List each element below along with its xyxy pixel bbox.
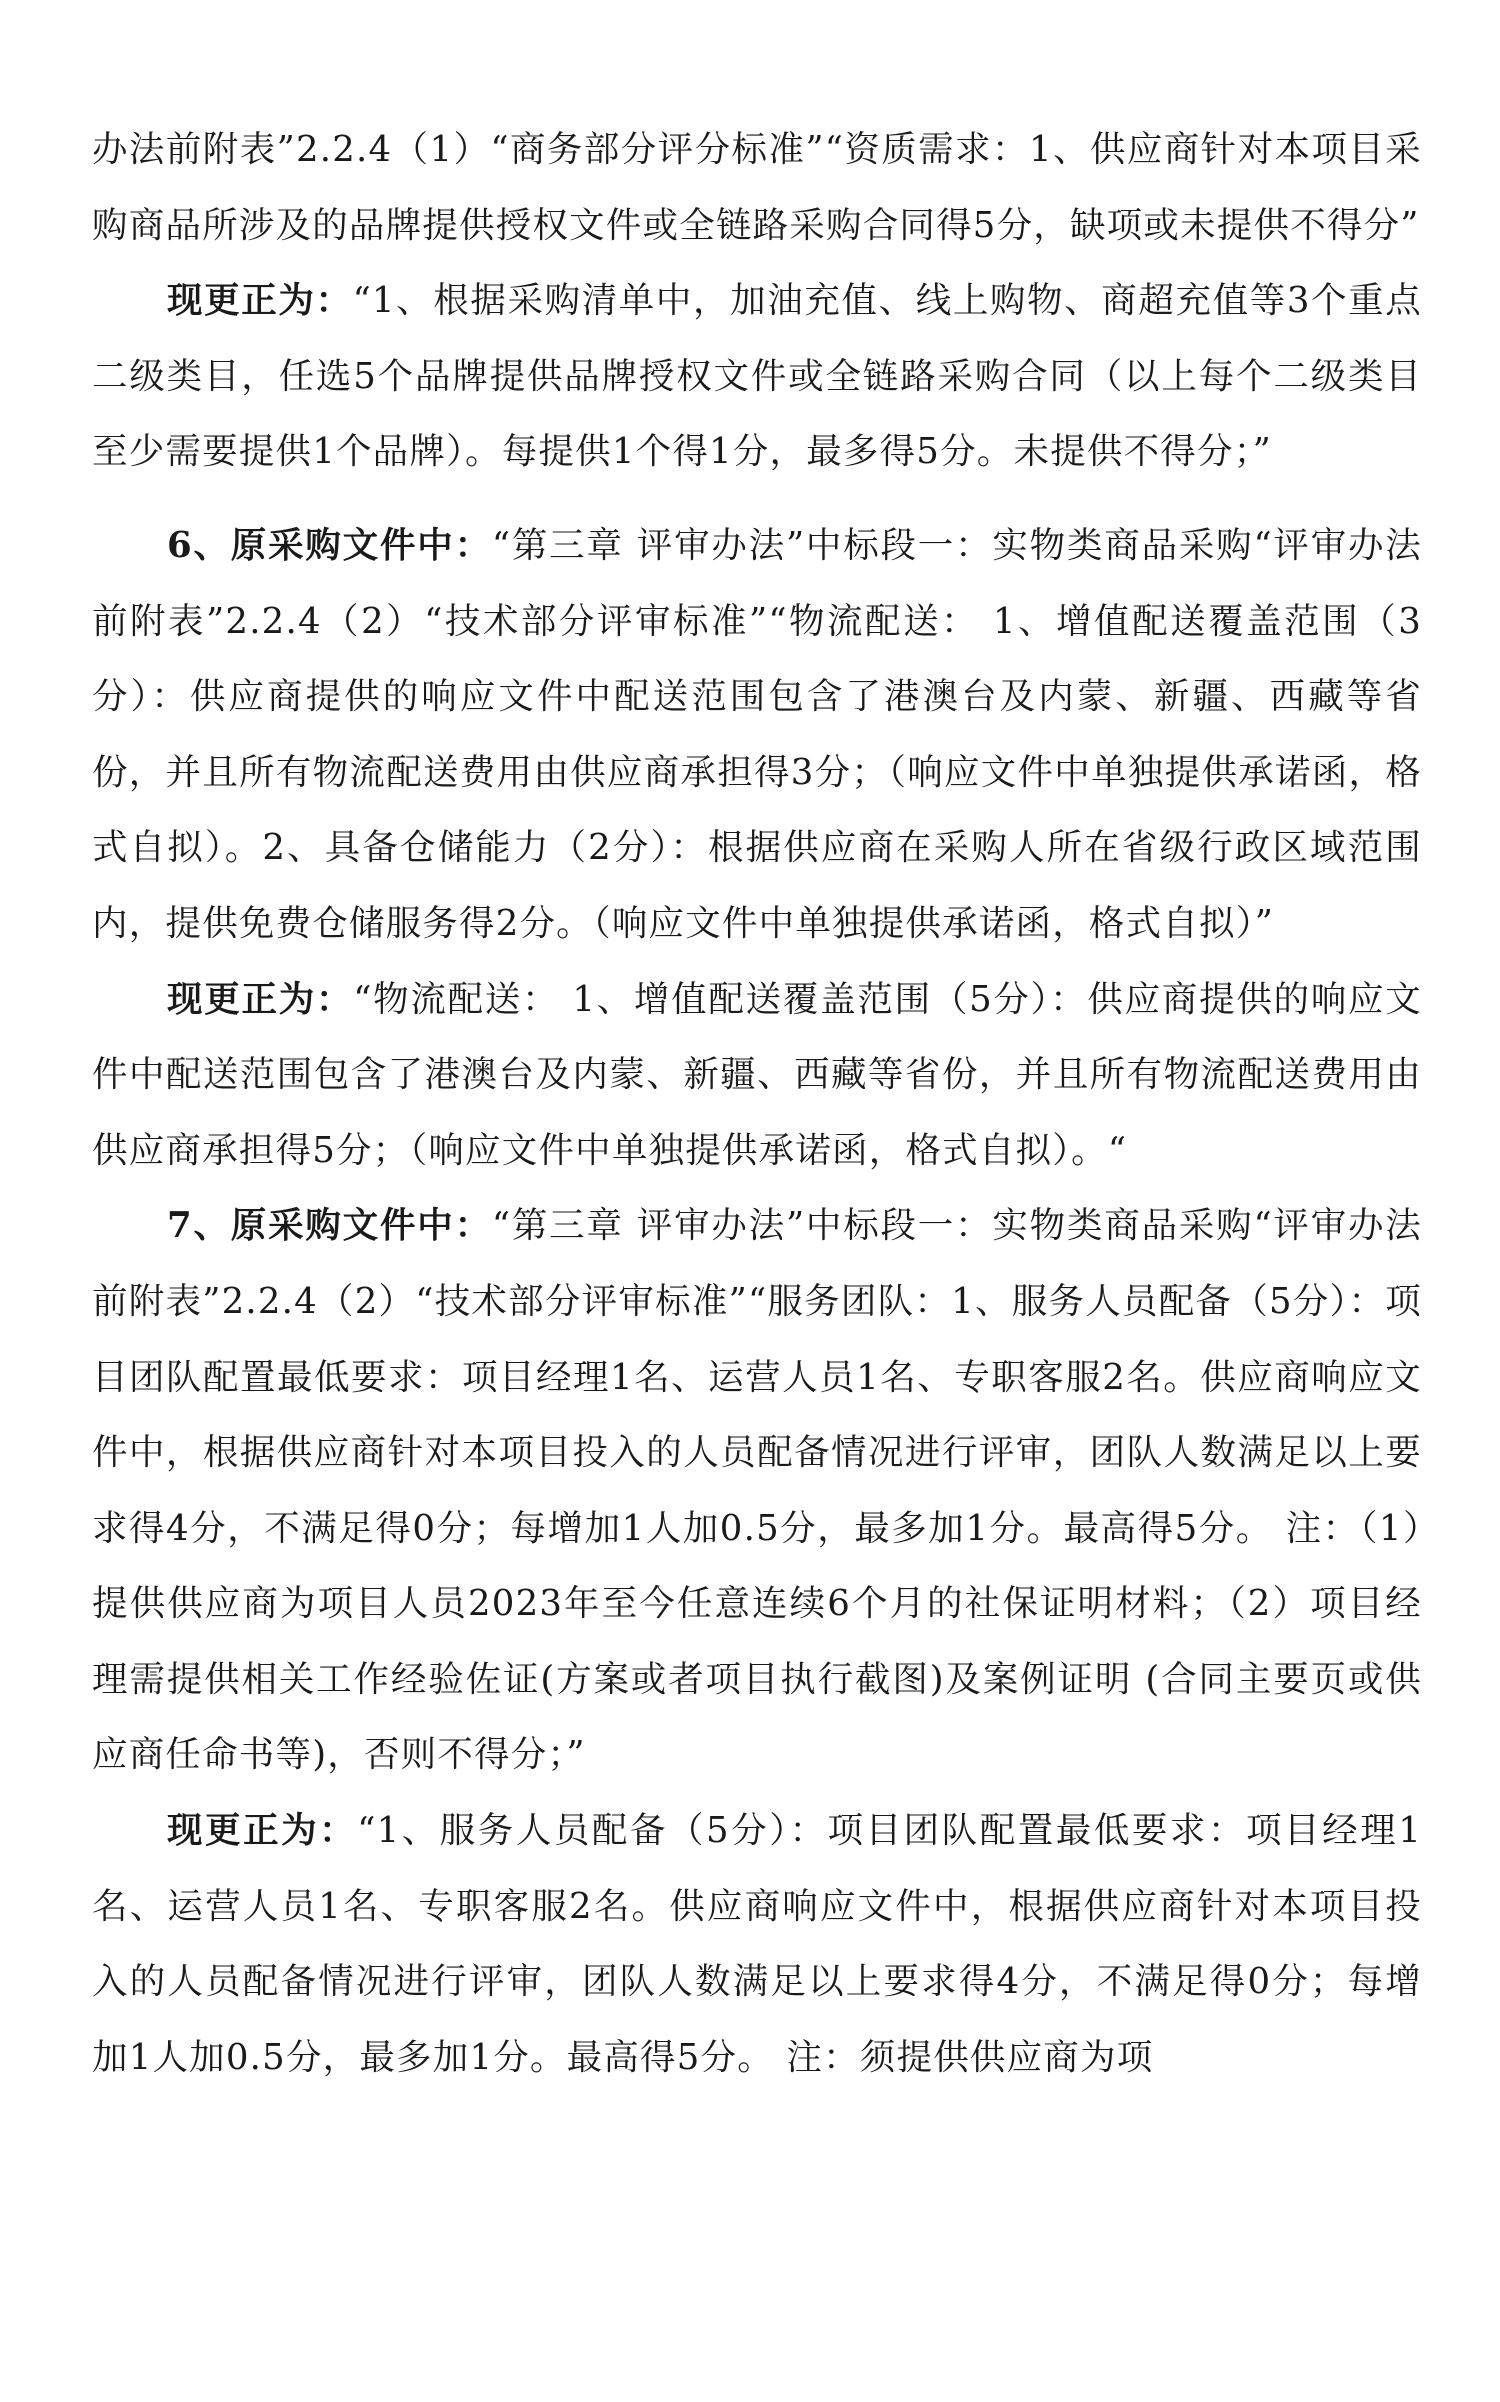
paragraph-text: “1、服务人员配备（5分）：项目团队配置最低要求：项目经理1名、运营人员1名、专职客服2名。供应商响应文件中，根据供应商针对本项目投入的人员配备情况进行评审，团队人数满足以上要求得4分，不满足得0分；每增加1人加0.5分，最多加1分。最高得5分。 注：须提供供应商为项: [92, 1810, 1422, 2078]
paragraph-correction-item-6: [92, 962, 1422, 1189]
document-page: [92, 112, 1422, 2095]
paragraph-correction-item-5: [92, 263, 1422, 490]
paragraph-text: 办法前附表”2.2.4（1）“商务部分评分标准”“资质需求：1、供应商针对本项目采购商品所涉及的品牌提供授权文件或全链路采购合同得5分，缺项或未提供不得分”: [92, 129, 1422, 246]
correction-lead: 现更正为：: [167, 280, 353, 322]
original-lead: 7、原采购文件中：: [167, 1205, 492, 1247]
correction-lead: 现更正为：: [167, 1810, 358, 1852]
paragraph-continuation: [92, 112, 1422, 263]
original-lead: 6、原采购文件中：: [167, 524, 492, 566]
paragraph-text: “物流配送： 1、增值配送覆盖范围（5分）：供应商提供的响应文件中配送范围包含了港澳台及内蒙、新疆、西藏等省份，并且所有物流配送费用由供应商承担得5分；（响应文件中单独提供承诺函，格式自拟）。“: [92, 978, 1422, 1171]
paragraph-text: “1、根据采购清单中，加油充值、线上购物、商超充值等3个重点二级类目，任选5个品牌提供品牌授权文件或全链路采购合同（以上每个二级类目至少需要提供1个品牌）。每提供1个得1分，最多得5分。未提供不得分；”: [92, 280, 1422, 473]
paragraph-text: “第三章 评审办法”中标段一：实物类商品采购“评审办法前附表”2.2.4（2）“技术部分评审标准”“物流配送： 1、增值配送覆盖范围（3分）：供应商提供的响应文件中配送范围包含了港澳台及内蒙、新疆、西藏等省份，并且所有物流配送费用由供应商承担得3分；（响应文件中单独提供承诺函，格式自拟）。2、具备仓储能力（2分）：根据供应商在采购人所在省级行政区域范围内，提供免费仓储服务得2分。（响应文件中单独提供承诺函，格式自拟）”: [92, 524, 1422, 944]
paragraph-correction-item-7: [92, 1793, 1422, 2095]
correction-lead: 现更正为：: [167, 978, 354, 1020]
paragraph-text: “第三章 评审办法”中标段一：实物类商品采购“评审办法前附表”2.2.4（2）“技术部分评审标准”“服务团队：1、服务人员配备（5分）：项目团队配置最低要求：项目经理1名、运营人员1名、专职客服2名。供应商响应文件中，根据供应商针对本项目投入的人员配备情况进行评审，团队人数满足以上要求得4分，不满足得0分；每增加1人加0.5分，最多加1分。最高得5分。 注：（1）提供供应商为项目人员2023年至今任意连续6个月的社保证明材料；（2）项目经理需提供相关工作经验佐证(方案或者项目执行截图)及案例证明 (合同主要页或供应商任命书等)，否则不得分；”: [92, 1205, 1422, 1776]
paragraph-original-item-6: [92, 508, 1422, 962]
paragraph-original-item-7: [92, 1188, 1422, 1793]
